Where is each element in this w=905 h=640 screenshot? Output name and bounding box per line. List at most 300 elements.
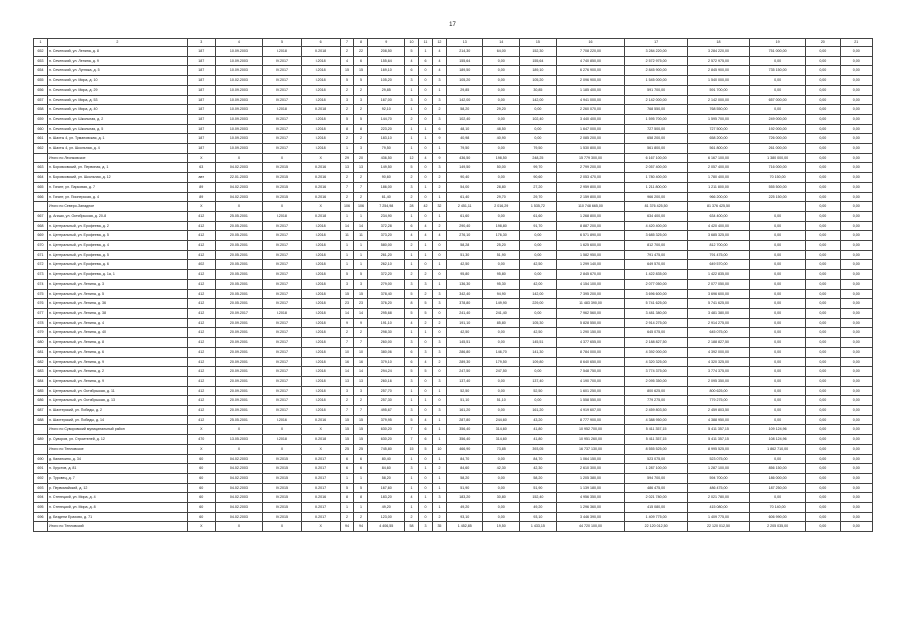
- table-cell: 0,00: [806, 47, 840, 57]
- table-cell: 10.09.2003: [215, 66, 262, 76]
- table-cell: II.2018: [301, 211, 340, 221]
- table-cell: IV.2015: [263, 192, 302, 202]
- table-cell: I.2016: [263, 415, 302, 425]
- table-cell: 4: [418, 231, 432, 241]
- table-row: [34, 114, 873, 124]
- table-cell: 5: [405, 47, 419, 57]
- table-row: [34, 231, 873, 241]
- table-cell: 2 572 975,00: [625, 56, 687, 66]
- table-cell: п. Центральный, ул. Ерофеева, д. 1а, 1: [47, 270, 187, 280]
- table-cell: 23: [340, 299, 354, 309]
- table-cell: IV.2015: [263, 493, 302, 503]
- table-cell: 28,80: [483, 182, 520, 192]
- table-cell: 0,00: [840, 386, 872, 396]
- table-cell: 0,00: [750, 347, 806, 357]
- table-cell: 3: [432, 289, 446, 299]
- table-cell: 15: [354, 425, 368, 435]
- table-cell: 1 205 380,00: [556, 473, 625, 483]
- table-cell: 25.05.2001: [215, 415, 262, 425]
- table-cell: 3 440 400,00: [556, 114, 625, 124]
- table-cell: 7: [340, 182, 354, 192]
- table-cell: 70 140,00: [750, 503, 806, 513]
- table-cell: 1: [418, 396, 432, 406]
- table-cell: 2 959 800,00: [556, 182, 625, 192]
- table-cell: [34, 522, 48, 532]
- table-cell: 49,20: [368, 503, 405, 513]
- table-cell: 696: [34, 512, 48, 522]
- table-cell: 1: [432, 192, 446, 202]
- table-cell: 495,67: [368, 406, 405, 416]
- table-cell: 108 124,96: [750, 435, 806, 445]
- table-cell: 25: [354, 444, 368, 454]
- table-cell: 16: [340, 357, 354, 367]
- table-cell: 15: [354, 66, 368, 76]
- table-cell: 2 572 975,00: [687, 56, 749, 66]
- table-cell: 0,00: [840, 483, 872, 493]
- table-cell: 380,06: [368, 347, 405, 357]
- table-cell: 3: [432, 114, 446, 124]
- table-cell: 7: [340, 338, 354, 348]
- table-cell: 5 411 357,15: [687, 435, 749, 445]
- table-cell: 812 700,00: [687, 241, 749, 251]
- table-cell: 16: [354, 357, 368, 367]
- table-cell: 5 411 357,15: [687, 425, 749, 435]
- table-cell: 0,00: [840, 124, 872, 134]
- table-cell: 3 696 600,00: [625, 289, 687, 299]
- table-cell: 6: [405, 357, 419, 367]
- table-cell: 1 409 775,00: [687, 512, 749, 522]
- table-cell: 0,00: [806, 299, 840, 309]
- table-cell: 0,00: [750, 231, 806, 241]
- table-cell: 1 595 700,00: [625, 114, 687, 124]
- table-cell: 261 000,00: [750, 144, 806, 154]
- table-cell: 2: [405, 270, 419, 280]
- table-cell: 726 000,00: [750, 134, 806, 144]
- table-cell: п. Центральный, ул. Октябрьская, д. 11: [47, 386, 187, 396]
- table-cell: 412: [187, 318, 215, 328]
- table-cell: 2: [432, 173, 446, 183]
- table-cell: 5 411 357,15: [625, 425, 687, 435]
- table-cell: 727 500,00: [687, 124, 749, 134]
- table-cell: 1 380 000,00: [750, 153, 806, 163]
- table-cell: X: [263, 444, 302, 454]
- table-cell: 0,00: [806, 464, 840, 474]
- table-cell: 9: [432, 134, 446, 144]
- table-cell: 0: [418, 95, 432, 105]
- table-cell: 5: [405, 308, 419, 318]
- table-row: [34, 396, 873, 406]
- table-row: [34, 483, 873, 493]
- header-cell: 16: [556, 39, 625, 47]
- table-cell: 373,20: [368, 231, 405, 241]
- table-cell: 436,50: [368, 153, 405, 163]
- table-cell: 0,00: [750, 56, 806, 66]
- table-cell: 48,50: [483, 124, 520, 134]
- table-cell: 155,64: [520, 56, 557, 66]
- table-cell: 5: [405, 367, 419, 377]
- table-cell: 3 481 380,00: [687, 308, 749, 318]
- table-cell: 167,60: [368, 483, 405, 493]
- table-cell: 0,00: [840, 153, 872, 163]
- table-cell: 191,10: [368, 318, 405, 328]
- table-cell: 3: [418, 522, 432, 532]
- table-cell: п. Сеченский, ул. Мира, д. 40: [47, 105, 187, 115]
- table-cell: 287,80: [446, 415, 483, 425]
- table-cell: 42,30: [483, 464, 520, 474]
- table-cell: 58,20: [368, 473, 405, 483]
- table-cell: 3: [405, 76, 419, 86]
- table-row: [34, 95, 873, 105]
- table-cell: 105,20: [446, 76, 483, 86]
- table-cell: 660: [34, 124, 48, 134]
- table-cell: I.2018: [301, 85, 340, 95]
- table-cell: 192 000,00: [750, 124, 806, 134]
- table-cell: 13: [340, 163, 354, 173]
- table-cell: 7: [405, 425, 419, 435]
- table-cell: 1 287 100,00: [687, 464, 749, 474]
- table-cell: Итого по Суворовский муниципальный район: [47, 425, 187, 435]
- table-cell: II.2018: [301, 435, 340, 445]
- table-cell: 645 075,00: [625, 328, 687, 338]
- table-cell: 10.09.2003: [215, 47, 262, 57]
- table-cell: п. Сеченский, ул. Лугняка, д. 5: [47, 66, 187, 76]
- table-cell: 356,40: [446, 425, 483, 435]
- table-cell: IV.2017: [263, 260, 302, 270]
- table-cell: п. Шахтерский, ул. Победы, д. 14: [47, 415, 187, 425]
- table-cell: 04.02.2003: [215, 454, 262, 464]
- header-cell: 21: [840, 39, 872, 47]
- table-cell: 0,00: [840, 376, 872, 386]
- table-cell: 412: [187, 338, 215, 348]
- table-cell: 0,00: [840, 444, 872, 454]
- table-cell: 85,80: [483, 318, 520, 328]
- table-cell: 1: [432, 260, 446, 270]
- table-cell: 1: [432, 473, 446, 483]
- table-cell: 60: [187, 503, 215, 513]
- table-row: [34, 66, 873, 76]
- table-cell: 208,50: [368, 47, 405, 57]
- table-cell: 4 388 950,00: [687, 415, 749, 425]
- table-row: [34, 279, 873, 289]
- table-cell: IV.2017: [263, 231, 302, 241]
- table-cell: II.2017: [301, 503, 340, 513]
- table-cell: 555 500,00: [750, 182, 806, 192]
- table-cell: I.2018: [263, 308, 302, 318]
- table-cell: 1: [340, 503, 354, 513]
- table-cell: 2 845 670,00: [556, 270, 625, 280]
- table-cell: 4 941 000,00: [556, 95, 625, 105]
- table-cell: 40,98: [446, 134, 483, 144]
- table-cell: 35: [432, 522, 446, 532]
- table-cell: п. Центральный, ул. Октябрьская, д. 13: [47, 396, 187, 406]
- table-cell: 3: [340, 95, 354, 105]
- table-cell: 412: [187, 279, 215, 289]
- table-cell: 7: [354, 182, 368, 192]
- header-cell: 15: [520, 39, 557, 47]
- table-cell: 0,00: [806, 473, 840, 483]
- table-cell: IV.2017: [263, 56, 302, 66]
- table-row: [34, 221, 873, 231]
- table-cell: 13: [340, 376, 354, 386]
- table-cell: 2: [354, 512, 368, 522]
- table-cell: 649 570,00: [687, 260, 749, 270]
- table-cell: 1 862 710,00: [750, 444, 806, 454]
- table-cell: 372,20: [368, 270, 405, 280]
- header-cell: 13: [446, 39, 483, 47]
- table-cell: 102,40: [520, 114, 557, 124]
- table-cell: 0,00: [840, 522, 872, 532]
- table-cell: 856 150,00: [750, 464, 806, 474]
- table-cell: 0,00: [840, 435, 872, 445]
- table-cell: 176,30: [483, 231, 520, 241]
- table-cell: 652: [34, 47, 48, 57]
- subtotal-row: [34, 444, 873, 454]
- table-cell: 0,00: [483, 211, 520, 221]
- table-cell: 3: [432, 338, 446, 348]
- table-cell: 149,50: [368, 163, 405, 173]
- header-cell: 2: [47, 39, 187, 47]
- table-cell: 7: [405, 435, 419, 445]
- table-cell: 0,00: [806, 231, 840, 241]
- table-cell: 0,00: [806, 66, 840, 76]
- table-cell: п. Центральный, ул. Ленина, д. 9: [47, 357, 187, 367]
- table-cell: 102,40: [446, 114, 483, 124]
- table-cell: X: [301, 444, 340, 454]
- table-cell: 3: [418, 279, 432, 289]
- table-cell: 0,00: [840, 279, 872, 289]
- table-cell: 412: [187, 347, 215, 357]
- table-cell: 0: [418, 338, 432, 348]
- table-cell: 0,00: [750, 105, 806, 115]
- header-cell: 7: [340, 39, 354, 47]
- table-row: [34, 503, 873, 513]
- table-cell: 0,00: [840, 473, 872, 483]
- table-cell: 4 392 000,00: [687, 347, 749, 357]
- table-cell: 51,10: [483, 396, 520, 406]
- table-cell: п. Центральный, ул. Ленина, д. 38: [47, 308, 187, 318]
- table-row: [34, 367, 873, 377]
- table-cell: II.2016: [301, 493, 340, 503]
- table-cell: 0: [418, 85, 432, 95]
- table-cell: 22 120 012,50: [687, 522, 749, 532]
- table-cell: 110 748 665,00: [556, 202, 625, 212]
- table-cell: I.2018: [301, 124, 340, 134]
- table-cell: 376,20: [368, 299, 405, 309]
- table-cell: 4 377 655,00: [556, 338, 625, 348]
- table-cell: 2: [340, 396, 354, 406]
- table-cell: 260,16: [368, 376, 405, 386]
- table-cell: 966 200,00: [625, 192, 687, 202]
- table-cell: 2: [432, 512, 446, 522]
- table-cell: 0,00: [806, 338, 840, 348]
- table-cell: 7 962 560,00: [556, 308, 625, 318]
- table-cell: 0,00: [840, 241, 872, 251]
- table-cell: 0,00: [806, 95, 840, 105]
- table-cell: 0,00: [750, 386, 806, 396]
- table-cell: 0,00: [483, 376, 520, 386]
- table-cell: п. Шахты 4, ул. Школьная, д. 4: [47, 144, 187, 154]
- table-cell: 2: [354, 85, 368, 95]
- table-cell: 5: [418, 367, 432, 377]
- table-cell: 1 290 150,00: [556, 328, 625, 338]
- table-cell: 0,00: [840, 173, 872, 183]
- table-cell: 2 451,11: [446, 202, 483, 212]
- table-cell: 15: [340, 66, 354, 76]
- table-cell: 2 096 900,00: [556, 76, 625, 86]
- table-cell: II.2016: [301, 192, 340, 202]
- table-cell: 29: [340, 153, 354, 163]
- table-cell: 2: [432, 318, 446, 328]
- table-cell: II.2016: [301, 173, 340, 183]
- table-cell: 2 914 275,00: [625, 318, 687, 328]
- table-cell: 04.02.2003: [215, 464, 262, 474]
- table-cell: 0,00: [806, 221, 840, 231]
- table-cell: IV.2017: [263, 241, 302, 251]
- table-cell: 0,00: [806, 522, 840, 532]
- table-cell: 661: [34, 134, 48, 144]
- table-cell: 671: [34, 250, 48, 260]
- table-cell: II.2016: [301, 163, 340, 173]
- table-cell: 42,30: [520, 464, 557, 474]
- table-cell: 0,00: [806, 56, 840, 66]
- table-cell: 2: [340, 192, 354, 202]
- table-cell: 0,00: [806, 85, 840, 95]
- table-cell: 2: [432, 464, 446, 474]
- table-cell: IV.2017: [263, 124, 302, 134]
- table-cell: 04.02.2003: [215, 483, 262, 493]
- table-cell: 260,00: [368, 338, 405, 348]
- table-cell: 1: [405, 134, 419, 144]
- table-cell: [34, 202, 48, 212]
- table-cell: 6: [418, 425, 432, 435]
- table-cell: п. Сеченский, ул. Школьная, д. 5: [47, 124, 187, 134]
- table-cell: 0,00: [750, 308, 806, 318]
- table-cell: 0,00: [840, 221, 872, 231]
- table-cell: 0,00: [750, 328, 806, 338]
- table-cell: п. Сеченский, ул. Школьная, д. 2: [47, 114, 187, 124]
- table-cell: 580,00: [368, 241, 405, 251]
- table-cell: 58,28: [446, 241, 483, 251]
- table-cell: 20: [354, 153, 368, 163]
- table-cell: 0,00: [806, 483, 840, 493]
- table-cell: 0,00: [840, 357, 872, 367]
- table-cell: 04.02.2003: [215, 192, 262, 202]
- table-cell: 0,00: [840, 503, 872, 513]
- table-cell: 0: [418, 473, 432, 483]
- table-cell: 99,70: [520, 163, 557, 173]
- table-cell: 2 142 000,00: [687, 95, 749, 105]
- table-cell: 15: [405, 444, 419, 454]
- table-cell: 393,05: [520, 444, 557, 454]
- table-cell: 2: [340, 328, 354, 338]
- table-cell: р. Первомайский, д. 12: [47, 483, 187, 493]
- table-cell: 16 737 130,00: [556, 444, 625, 454]
- table-cell: I.2018: [301, 144, 340, 154]
- table-cell: 4 420 400,00: [625, 221, 687, 231]
- table-cell: 0: [418, 105, 432, 115]
- table-cell: 2 610 300,00: [556, 464, 625, 474]
- table-cell: 1: [354, 503, 368, 513]
- table-cell: 0,00: [840, 114, 872, 124]
- table-cell: 186 000,00: [750, 473, 806, 483]
- table-cell: 591 700,00: [625, 85, 687, 95]
- table-cell: 0,00: [483, 114, 520, 124]
- table-cell: 167,00: [368, 95, 405, 105]
- table-cell: 15: [340, 425, 354, 435]
- table-cell: 8 640 650,00: [556, 357, 625, 367]
- table-cell: IV.2017: [263, 114, 302, 124]
- table-cell: 0,00: [806, 279, 840, 289]
- table-cell: I.2018: [301, 76, 340, 86]
- table-cell: 20.05.2001: [215, 221, 262, 231]
- table-cell: 91,70: [520, 221, 557, 231]
- table-cell: п. Центральный, ул. Ленина, д. 8: [47, 338, 187, 348]
- table-cell: 5 411 357,15: [625, 435, 687, 445]
- table-cell: п. Гигант, ул. Парковая, д. 7: [47, 182, 187, 192]
- table-cell: 241,40: [446, 308, 483, 318]
- table-cell: 7 708 220,00: [556, 47, 625, 57]
- table-cell: 1: [340, 211, 354, 221]
- table-cell: 169,10: [368, 66, 405, 76]
- table-row: [34, 357, 873, 367]
- table-cell: 2 914 275,00: [687, 318, 749, 328]
- table-cell: 2: [354, 192, 368, 202]
- table-cell: I.2018: [301, 250, 340, 260]
- table-cell: 58: [405, 522, 419, 532]
- table-cell: 2: [432, 105, 446, 115]
- table-cell: 1 296 360,00: [556, 503, 625, 513]
- table-row: [34, 144, 873, 154]
- table-cell: 0: [418, 76, 432, 86]
- table-cell: X: [215, 202, 262, 212]
- table-cell: 1: [340, 473, 354, 483]
- table-cell: 2: [354, 173, 368, 183]
- table-cell: 144,70: [368, 114, 405, 124]
- table-row: [34, 192, 873, 202]
- table-cell: 28: [405, 202, 419, 212]
- table-cell: 106: [340, 202, 354, 212]
- table-cell: 659: [34, 114, 48, 124]
- table-cell: 123,00: [368, 512, 405, 522]
- table-cell: 1: [405, 503, 419, 513]
- table-cell: 8 784 000,00: [556, 347, 625, 357]
- table-cell: 4: [418, 153, 432, 163]
- table-cell: 6: [405, 347, 419, 357]
- table-cell: п. Сеченский, ул. Ленина, д. 8: [47, 47, 187, 57]
- table-cell: 0: [418, 454, 432, 464]
- table-cell: п. Боровковский, ул. Первиная, д. 1: [47, 163, 187, 173]
- table-cell: 0,00: [483, 406, 520, 416]
- table-cell: 63: [187, 163, 215, 173]
- table-cell: 105,20: [520, 76, 557, 86]
- table-cell: I.2018: [301, 338, 340, 348]
- table-cell: 412: [187, 367, 215, 377]
- table-cell: X: [187, 202, 215, 212]
- table-cell: 4: [340, 56, 354, 66]
- table-cell: 8: [405, 299, 419, 309]
- table-cell: 234,90: [368, 211, 405, 221]
- table-cell: X: [187, 153, 215, 163]
- table-row: [34, 163, 873, 173]
- table-cell: 30,80: [483, 493, 520, 503]
- table-row: [34, 318, 873, 328]
- table-cell: 1 185 400,00: [556, 85, 625, 95]
- table-cell: 2 159 800,00: [556, 192, 625, 202]
- table-cell: 0,00: [520, 231, 557, 241]
- table-cell: 686: [34, 396, 48, 406]
- table-cell: 6: [354, 56, 368, 66]
- table-row: [34, 328, 873, 338]
